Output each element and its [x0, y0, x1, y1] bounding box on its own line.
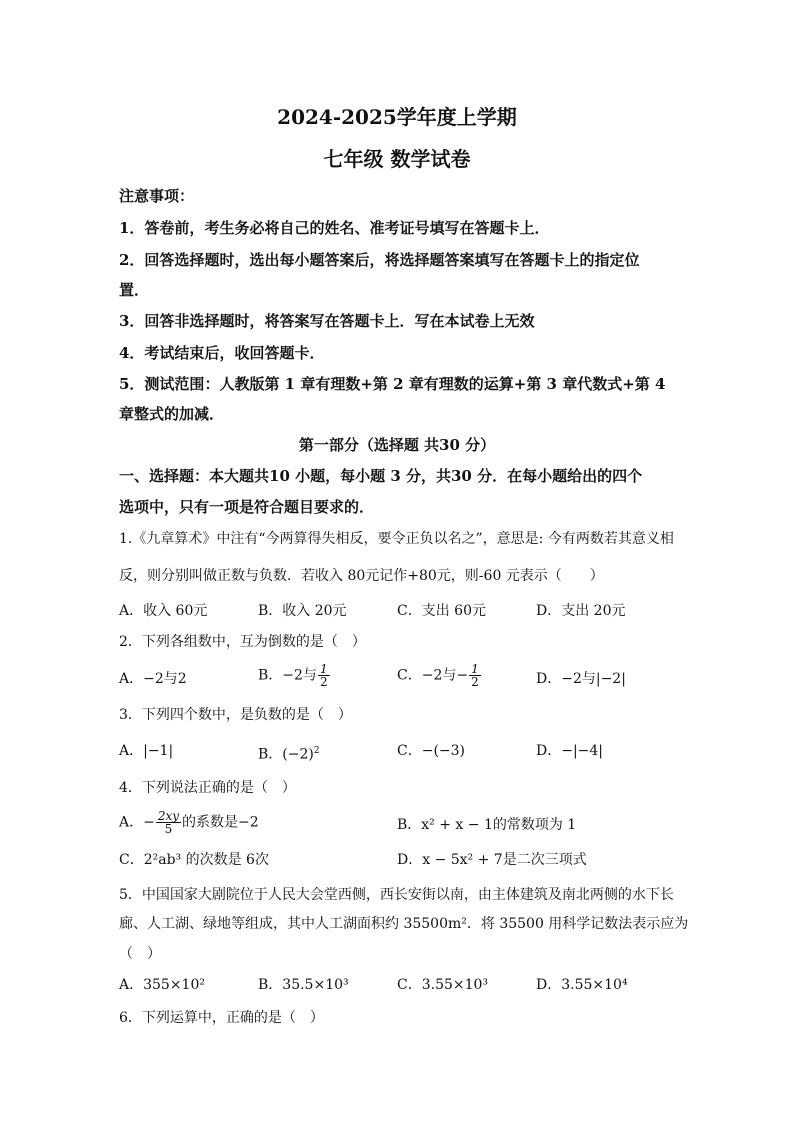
option-label: B．(−2) [258, 746, 314, 763]
question-4-option-b: B．x² + x − 1的常数项为 1 [397, 817, 577, 833]
question-3-stem: 3．下列四个数中，是负数的是（ ） [119, 707, 352, 723]
notes-heading: 注意事项： [119, 187, 195, 205]
note-item: 1．答卷前，考生务必将自己的姓名、准考证号填写在答题卡上． [119, 219, 550, 237]
question-4-option-c: C．2²ab³ 的次数是 6次 [119, 852, 269, 868]
question-4-option-d: D．x − 5x² + 7是二次三项式 [397, 852, 587, 868]
question-3-option-c: C．−(−3) [397, 743, 466, 759]
fraction-denominator: 5 [164, 822, 173, 836]
option-text: 的系数是−2 [182, 814, 259, 831]
question-2-option-d: D．−2与|−2| [536, 671, 626, 687]
fraction [469, 663, 481, 688]
fraction [318, 663, 330, 688]
option-label: C．−2与− [397, 667, 469, 684]
question-2-option-b [258, 663, 331, 688]
note-item: 2．回答选择题时，选出每小题答案后，将选择题答案填写在答题卡上的指定位 [119, 251, 640, 269]
question-3-option-d: D．−|−4| [536, 743, 604, 759]
question-3-option-a: A．|−1| [119, 743, 174, 759]
question-5-option-d: D．3.55×10⁴ [536, 977, 628, 993]
fraction [156, 810, 181, 835]
question-3-option-b [258, 741, 320, 765]
exam-subtitle: 七年级 数学试卷 [323, 147, 471, 171]
option-label: B．−2与 [258, 667, 317, 684]
question-5-stem: 廊、人工湖、绿地等组成，其中人工湖面积约 35500m²．将 35500 用科学记数法表示应为 [119, 916, 689, 932]
note-item: 章整式的加减． [119, 405, 225, 423]
question-2-option-c [397, 663, 482, 688]
question-1-stem: 1.《九章算术》中注有“今两算得失相反，要令正负以名之”，意思是: 今有两数若其意义相 [119, 531, 674, 547]
option-label: A．− [119, 814, 155, 831]
question-5-option-a: A．355×10² [119, 977, 205, 993]
question-4-option-a [119, 810, 259, 835]
part1-instruction: 一、选择题：本大题共10 小题，每小题 3 分，共30 分．在每小题给出的四个 [119, 467, 643, 485]
question-5-stem: 5．中国国家大剧院位于人民大会堂西侧，西长安街以南，由主体建筑及南北两侧的水下长 [119, 887, 674, 903]
note-item: 4．考试结束后，收回答题卡． [119, 344, 325, 362]
question-1-option-d: D．支出 20元 [536, 603, 626, 619]
question-1-option-b: B．收入 20元 [258, 603, 347, 619]
question-1-option-c: C．支出 60元 [397, 603, 486, 619]
part1-instruction: 选项中，只有一项是符合题目要求的． [119, 498, 375, 516]
question-4-stem: 4．下列说法正确的是（ ） [119, 780, 296, 796]
fraction-denominator: 2 [471, 675, 479, 689]
exam-title: 2024-2025学年度上学期 [277, 105, 517, 129]
question-1-stem: 反，则分别叫做正数与负数．若收入 80元记作+80元，则-60 元表示（ ） [119, 568, 604, 584]
question-2-stem: 2．下列各组数中，互为倒数的是（ ） [119, 634, 366, 650]
fraction-numerator: 1 [319, 662, 328, 676]
exponent: 2 [313, 746, 320, 756]
question-2-option-a: A．−2与2 [119, 671, 187, 687]
note-item: 3．回答非选择题时，将答案写在答题卡上．写在本试卷上无效 [119, 312, 535, 330]
part1-heading: 第一部分（选择题 共30 分） [298, 436, 496, 454]
question-5-option-b: B．35.5×10³ [258, 977, 349, 993]
question-5-stem: （ ） [119, 946, 161, 962]
question-1-option-a: A．收入 60元 [119, 603, 208, 619]
note-item: 置． [119, 281, 150, 299]
question-5-option-c: C．3.55×10³ [397, 977, 489, 993]
fraction-numerator: 2xy [157, 809, 180, 823]
note-item: 5．测试范围：人教版第 1 章有理数+第 2 章有理数的运算+第 3 章代数式+第 4 [119, 375, 666, 393]
fraction-denominator: 2 [319, 675, 328, 689]
fraction-numerator: 1 [471, 662, 479, 676]
question-6-stem: 6．下列运算中，正确的是（ ） [119, 1010, 324, 1026]
